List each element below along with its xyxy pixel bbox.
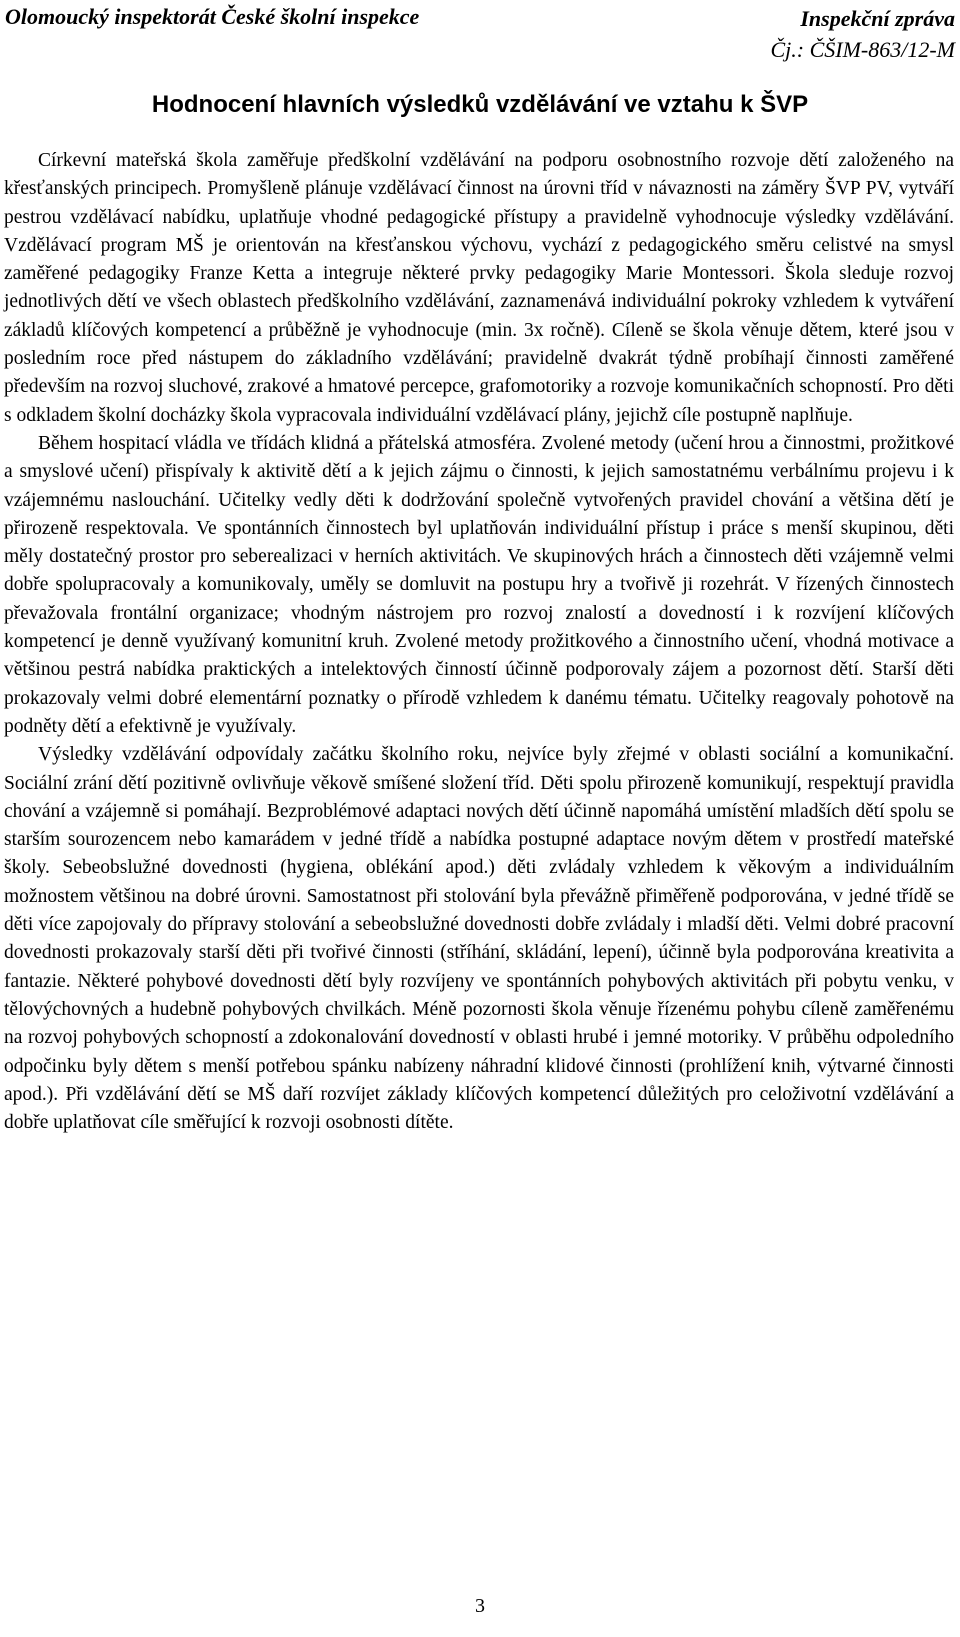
paragraph: Během hospitací vládla ve třídách klidná a přátelská atmosféra. Zvolené metody (učení hrou a činnostmi, prožitkové a smyslové učení) přispívaly k aktivitě dětí a k jejich zájmu o činnosti, k jejich samostatnému verbálnímu projevu i k vzájemnému naslouchání. Učitelky vedly děti k dodržování společně vytvořených pravidel chování a většina dětí je přirozeně respektovala. Ve spontánních činnostech byl uplatňován individuální přístup i práce s menší skupinou, děti měly dostatečný prostor pro seberealizaci v herních aktivitách. Ve skupinových hrách a činnostech děti vzájemně velmi dobře spolupracovaly a komunikovaly, uměly se domluvit na postupu hry a tvořivě ji rozehrát. V řízených činnostech převažovala frontální organizace; vhodným nástrojem pro rozvoj znalostí a dovedností i k rozvíjení klíčových kompetencí je denně využívaný komunitní kruh. Zvolené metody prožitkového a činnostního učení, vhodná motivace a většinou pestrá nabídka praktických a intelektových činností účinně podporovaly zájem a pozornost dětí. Starší děti prokazovaly velmi dobré elementární poznatky o přírodě vzhledem k danému tématu. Učitelky reagovaly pohotově na podněty dětí a efektivně je využívaly. (4, 432, 954, 737)
header-reference-number: Čj.: ČŠIM-863/12-M (770, 37, 955, 62)
paragraph: Výsledky vzdělávání odpovídaly začátku školního roku, nejvíce byly zřejmé v oblasti sociální a komunikační. Sociální zrání dětí pozitivně ovlivňuje věkově smíšené složení tříd. Děti spolu přirozeně komunikují, respektují pravidla chování a vzájemně si pomáhají. Bezproblémové adaptaci nových dětí účinně napomáhá umístění mladších dětí spolu se starším sourozencem nebo kamarádem v jedné třídě a nabídka postupné adaptace novým dětem v prostředí mateřské školy. Sebeobslužné dovednosti (hygiena, oblékání apod.) děti zvládaly vzhledem k věkovým a individuálním možnostem většinou na dobré úrovni. Samostatnost při stolování byla převážně přiměřeně podporována, v jedné třídě se děti více zapojovaly do přípravy stolování a sebeobslužné dovednosti dobře zvládaly i mladší děti. Velmi dobré pracovní dovednosti prokazovaly starší děti při tvořivé činnosti (stříhání, skládání, lepení), účinně byla podporována kreativita a fantazie. Některé pohybové dovednosti dětí byly rozvíjeny ve spontánních pohybových aktivitách při pobytu venku, v tělovýchovných a hudebně pohybových chvilkách. Méně pozornosti škola věnuje řízenému pohybu cíleně zaměřenému na rozvoj pohybových schopností a zdokonalování dovedností v oblasti hrubé i jemné motoriky. V průběhu odpoledního odpočinku byly dětem s menší potřebou spánku nabízeny náhradní klidové činnosti (prohlížení knih, výtvarné činnosti apod.). Při vzdělávání dětí se MŠ daří rozvíjet základy klíčových kompetencí důležitých pro celoživotní vzdělávání a dobře uplatňovat cíle směřující k rozvoji osobnosti dítěte. (4, 744, 954, 1134)
header-inspectorate: Olomoucký inspektorát České školní inspekce (5, 4, 420, 29)
header-right-block (770, 3, 955, 65)
header-report-title: Inspekční zpráva (800, 6, 955, 31)
section-title: Hodnocení hlavních výsledků vzdělávání ve vztahu k ŠVP (151, 91, 809, 118)
body-text (4, 147, 954, 1137)
page-number: 3 (475, 1595, 485, 1617)
paragraph: Církevní mateřská škola zaměřuje předškolní vzdělávání na podporu osobnostního rozvoje dětí založeného na křesťanských principech. Promyšleně plánuje vzdělávací činnost na úrovni tříd v návaznosti na záměry ŠVP PV, vytváří pestrou vzdělávací nabídku, uplatňuje vhodné pedagogické přístupy a pravidelně vyhodnocuje výsledky vzdělávání. Vzdělávací program MŠ je orientován na křesťanskou výchovu, vychází z pedagogického směru celistvé na smysl zaměřené pedagogiky Franze Ketta a integruje některé prvky pedagogiky Marie Montessori. Škola sleduje rozvoj jednotlivých dětí ve všech oblastech předškolního vzdělávání, zaznamenává individuální pokroky vzhledem k vytváření základů klíčových kompetencí a průběžně je vyhodnocuje (min. 3x ročně). Cíleně se škola věnuje dětem, které jsou v posledním roce před nástupem do základního vzdělávání; pravidelně dvakrát týdně probíhají činnosti zaměřené především na rozvoj sluchové, zrakové a hmatové percepce, grafomotoriky a rozvoje komunikačních schopností. Pro děti s odkladem školní docházky škola vypracovala individuální vzdělávací plány, jejichž cíle postupně naplňuje. (4, 150, 954, 426)
